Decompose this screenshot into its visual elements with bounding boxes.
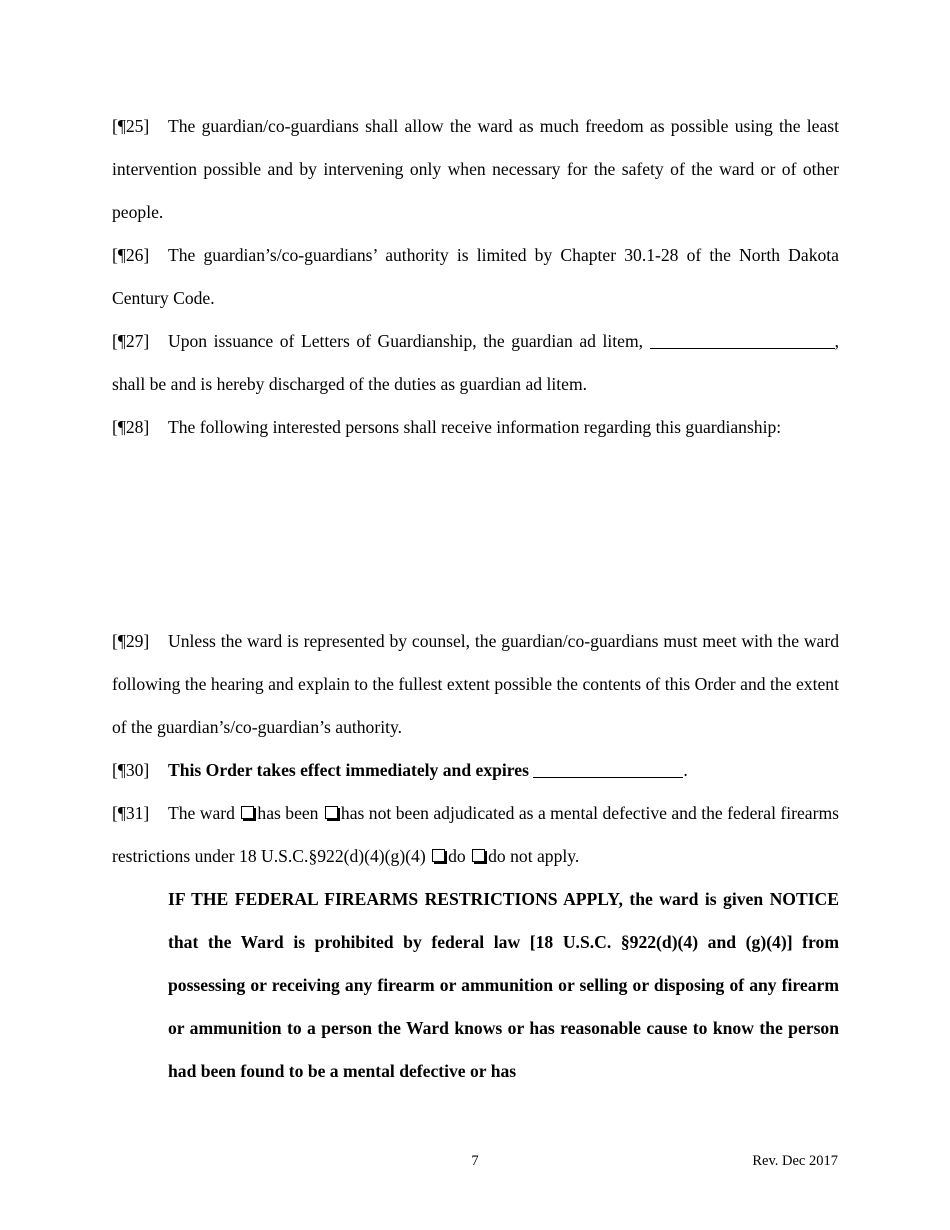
firearms-notice: IF THE FEDERAL FIREARMS RESTRICTIONS APPLY, the ward is given NOTICE that the Ward is prohibited by federal law [18 U.S.C. §922(d)(4) and (g)(4)] from possessing or receiving any firearm or ammunition or selling or disposing of any firearm or ammunition to a person the Ward knows or has reasonable cause to know the person had been found to be a mental defective or has [168,889,839,1081]
paragraph-26 [112,234,839,320]
paragraph-text: The guardian/co-guardians shall allow the ward as much freedom as possible using the least intervention possible and by intervening only when necessary for the safety of the ward or of other people. [112,116,839,222]
paragraph-text: The following interested persons shall receive information regarding this guardianship: [168,417,782,437]
paragraph-number: [¶29] [112,631,150,651]
do-not-label: do not apply. [488,846,580,866]
paragraph-number: [¶26] [112,245,150,265]
paragraph-25 [112,105,839,234]
revision-date: Rev. Dec 2017 [752,1153,838,1169]
guardian-ad-litem-blank[interactable] [650,330,835,349]
paragraph-29 [112,620,839,749]
do-label: do [448,846,466,866]
paragraph-31 [112,792,839,878]
period: . [683,760,688,780]
paragraph-text-continued: , shall be and is hereby discharged of the duties as guardian ad litem. [112,331,840,394]
has-not-been-checkbox[interactable] [325,806,338,819]
has-been-checkbox[interactable] [241,806,254,819]
paragraph-number: [¶28] [112,417,150,437]
has-been-label: has been [257,803,319,823]
paragraph-28 [112,406,839,449]
has-not-been-label: has not been adjudicated as a mental defective and the federal firearms restrictions under 18 U.S.C.§922(d)(4)(g)(4) [112,803,839,866]
do-not-checkbox[interactable] [472,849,485,862]
paragraph-text: This Order takes effect immediately and expires [168,760,529,780]
paragraph-text: Unless the ward is represented by counsel, the guardian/co-guardians must meet with the ward following the hearing and explain to the fullest extent possible the contents of this Order and the extent of the guardian’s/co-guardian’s authority. [112,631,839,737]
document-body [112,105,839,1093]
paragraph-number: [¶30] [112,760,150,780]
paragraph-30 [112,749,839,792]
do-checkbox[interactable] [432,849,445,862]
page-number: 7 [471,1153,479,1169]
expiration-date-blank[interactable] [533,759,683,778]
paragraph-text: Upon issuance of Letters of Guardianship, the guardian ad litem, [168,331,644,351]
interested-persons-space[interactable] [112,449,839,620]
paragraph-number: [¶25] [112,116,150,136]
paragraph-number: [¶27] [112,331,150,351]
paragraph-text: The ward [168,803,235,823]
paragraph-number: [¶31] [112,803,150,823]
paragraph-text: The guardian’s/co-guardians’ authority is limited by Chapter 30.1-28 of the North Dakota Century Code. [112,245,839,308]
paragraph-27 [112,320,839,406]
